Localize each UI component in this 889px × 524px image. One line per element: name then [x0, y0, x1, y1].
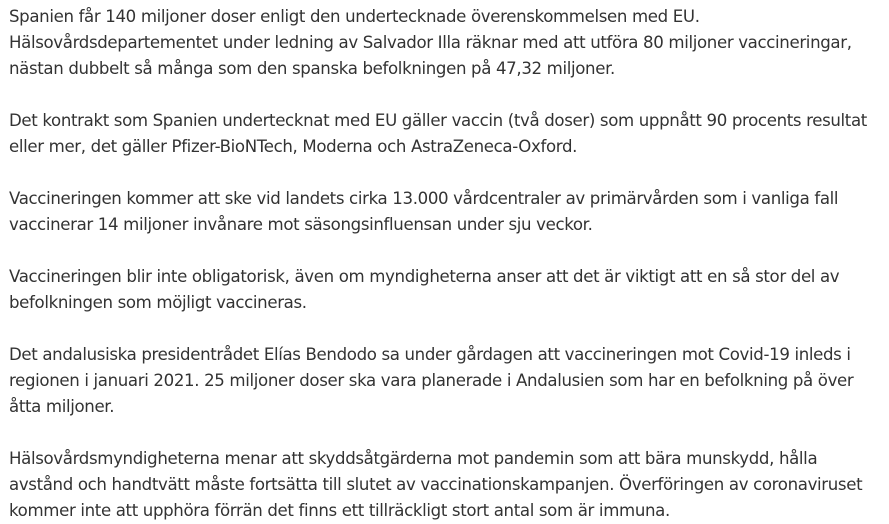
paragraph-not-mandatory: Vaccineringen blir inte obligatorisk, även om myndigheterna anser att det är viktigt att en så stor del av befolkningen som möjligt vaccineras. [9, 267, 840, 312]
paragraph-doses: Spanien får 140 miljoner doser enligt den undertecknade överenskommelsen med EU. Hälsovårdsdepartementet under ledning av Salvador Illa räknar med att utföra 80 miljoner vaccineringar, nästan dubbelt så många som den spanska befolkningen på 47,32 miljoner. [9, 7, 852, 78]
paragraph-protective-measures: Hälsovårdsmyndigheterna menar att skyddsåtgärderna mot pandemin som att bära munskydd, hålla avstånd och handtvätt måste fortsätta till slutet av vaccinationskampanjen. Överföringen av coronaviruset kommer inte att upphöra förrän det finns ett tillräckligt stort antal som är immuna. [9, 449, 863, 520]
paragraph-health-centers: Vaccineringen kommer att ske vid landets cirka 13.000 vårdcentraler av primärvården som i vanliga fall vaccinerar 14 miljoner invånare mot säsongsinfluensan under sju veckor. [9, 189, 839, 234]
paragraph-contract: Det kontrakt som Spanien undertecknat med EU gäller vaccin (två doser) som uppnått 90 procents resultat eller mer, det gäller Pfizer-BioNTech, Moderna och AstraZeneca-Oxford. [9, 111, 867, 156]
paragraph-andalusia: Det andalusiska presidentrådet Elías Bendodo sa under gårdagen att vaccineringen mot Covid-19 inleds i regionen i januari 2021. 25 miljoner doser ska vara planerade i Andalusien som har en befolkning på över åtta miljoner. [9, 345, 854, 416]
